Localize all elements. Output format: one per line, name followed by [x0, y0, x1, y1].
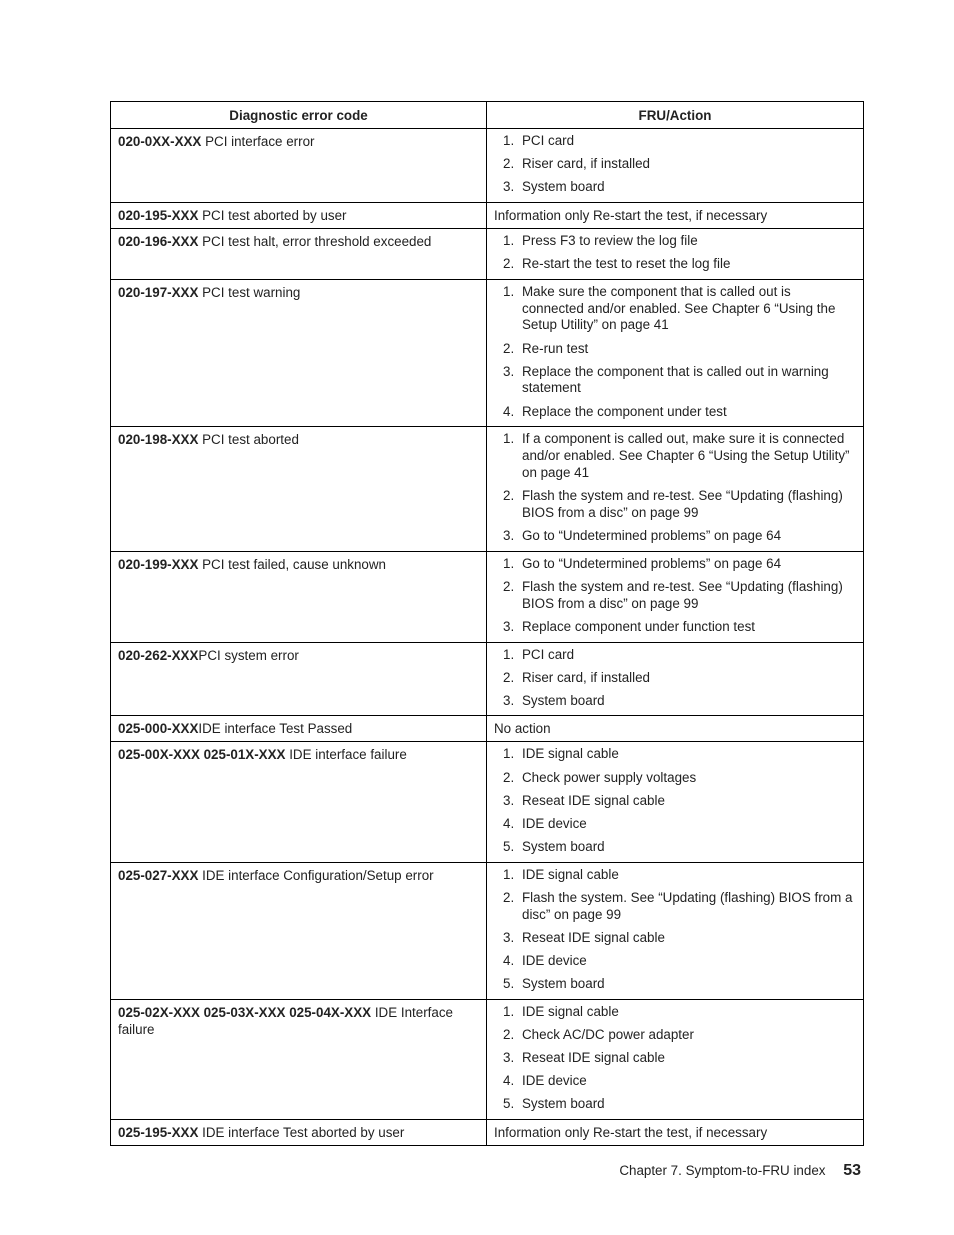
error-code: 020-197-XXX: [118, 284, 199, 300]
action-number: 2.: [503, 889, 515, 905]
action-item: [494, 839, 856, 856]
fru-action-cell: [487, 1119, 864, 1145]
action-item: [494, 364, 856, 398]
action-text: If a component is called out, make sure it is connected and/or enabled. See Chapter 6 “Using the Setup Utility” on page 41: [522, 431, 850, 480]
table-row: [111, 279, 864, 426]
error-code-cell: [111, 642, 487, 716]
table-header: [111, 102, 864, 129]
action-text: IDE signal cable: [522, 1003, 619, 1019]
error-description: PCI test aborted by user: [198, 207, 347, 223]
page-number: 53: [843, 1162, 861, 1179]
error-description: PCI test aborted: [198, 432, 299, 448]
action-number: 2.: [503, 769, 515, 785]
table-body: [111, 129, 864, 1146]
table-row: [111, 228, 864, 279]
error-code-cell: [111, 716, 487, 742]
error-code: 020-198-XXX: [118, 432, 199, 448]
action-text: IDE signal cable: [522, 746, 619, 762]
action-item: [494, 619, 856, 636]
action-text: IDE device: [522, 1072, 587, 1088]
action-number: 2.: [503, 256, 515, 272]
action-item: [494, 528, 856, 545]
action-text: IDE device: [522, 952, 587, 968]
action-list: [494, 133, 856, 196]
action-text: Re-run test: [522, 340, 589, 356]
error-code: 020-195-XXX: [118, 207, 199, 223]
action-text: Make sure the component that is called out is connected and/or enabled. See Chapter 6 “Using the Setup Utility” on page 41: [522, 283, 836, 333]
action-item: [494, 1096, 856, 1113]
action-number: 1.: [503, 283, 515, 299]
fru-action-cell: [487, 279, 864, 426]
action-list: [494, 746, 856, 855]
action-item: [494, 930, 856, 947]
action-text: Riser card, if installed: [522, 156, 651, 172]
action-text: Check power supply voltages: [522, 769, 697, 785]
action-text: Replace the component under test: [522, 403, 727, 419]
action-text: Information only Re-start the test, if necessary: [494, 207, 768, 223]
table-row: [111, 642, 864, 716]
error-description: IDE Interface failure: [118, 1004, 453, 1037]
error-code-cell: [111, 228, 487, 279]
action-number: 3.: [503, 527, 515, 543]
error-description: PCI test warning: [198, 284, 301, 300]
action-text: Reseat IDE signal cable: [522, 792, 665, 808]
action-number: 4.: [503, 815, 515, 831]
error-description: IDE interface Test Passed: [198, 721, 353, 737]
action-text: Reseat IDE signal cable: [522, 929, 665, 945]
action-text: PCI card: [522, 133, 575, 148]
action-list: [494, 556, 856, 636]
action-item: [494, 341, 856, 358]
action-item: [494, 431, 856, 481]
action-number: 2.: [503, 340, 515, 356]
action-item: [494, 1073, 856, 1090]
error-code-cell: [111, 551, 487, 642]
action-number: 1.: [503, 555, 515, 571]
error-code: 020-199-XXX: [118, 556, 199, 572]
action-text: Riser card, if installed: [522, 669, 651, 685]
error-code-cell: [111, 427, 487, 551]
fru-action-cell: [487, 642, 864, 716]
action-text: Flash the system and re-test. See “Updating (flashing) BIOS from a disc” on page 99: [522, 488, 843, 520]
action-list: [494, 284, 856, 420]
action-item: [494, 890, 856, 924]
action-number: 2.: [503, 156, 515, 172]
action-number: 2.: [503, 1026, 515, 1042]
action-list: [494, 867, 856, 993]
table-row: [111, 999, 864, 1119]
error-code: 025-00X-XXX 025-01X-XXX: [118, 747, 286, 763]
action-text: Go to “Undetermined problems” on page 64: [522, 527, 782, 543]
action-text: Check AC/DC power adapter: [522, 1026, 694, 1042]
action-list: [494, 647, 856, 710]
error-description: PCI test halt, error threshold exceeded: [198, 233, 432, 249]
fru-action-cell: [487, 202, 864, 228]
error-description: PCI interface error: [201, 134, 315, 149]
action-number: 5.: [503, 1096, 515, 1111]
error-code-cell: [111, 279, 487, 426]
error-description: IDE interface failure: [285, 747, 407, 763]
table-row: [111, 862, 864, 999]
action-item: [494, 256, 856, 273]
error-code-cell: [111, 129, 487, 203]
table-row: [111, 129, 864, 203]
table-row: [111, 551, 864, 642]
action-item: [494, 133, 856, 150]
fru-action-cell: [487, 716, 864, 742]
action-number: 3.: [503, 179, 515, 195]
action-list: [494, 233, 856, 273]
fru-action-cell: [487, 862, 864, 999]
action-number: 1.: [503, 866, 515, 882]
action-item: [494, 233, 856, 250]
action-text: No action: [494, 721, 551, 737]
action-text: IDE signal cable: [522, 866, 619, 882]
action-number: 3.: [503, 1049, 515, 1065]
action-item: [494, 867, 856, 884]
action-text: Reseat IDE signal cable: [522, 1049, 665, 1065]
action-number: 4.: [503, 952, 515, 968]
error-code-cell: [111, 862, 487, 999]
action-item: [494, 1027, 856, 1044]
action-item: [494, 488, 856, 522]
error-description: IDE interface Configuration/Setup error: [198, 867, 434, 883]
action-list: [494, 1004, 856, 1113]
fru-action-cell: [487, 742, 864, 862]
error-description: PCI test failed, cause unknown: [198, 556, 386, 572]
action-number: 2.: [503, 578, 515, 594]
action-text: Flash the system and re-test. See “Updating (flashing) BIOS from a disc” on page 99: [522, 578, 843, 611]
header-fru-action: FRU/Action: [487, 102, 864, 129]
error-code: 020-196-XXX: [118, 233, 199, 249]
action-item: [494, 793, 856, 810]
error-description: IDE interface Test aborted by user: [198, 1124, 405, 1140]
action-item: [494, 284, 856, 334]
action-number: 3.: [503, 929, 515, 945]
action-number: 2.: [503, 669, 515, 685]
action-number: 1.: [503, 232, 515, 248]
error-description: PCI system error: [198, 647, 299, 663]
chapter-title: Chapter 7. Symptom-to-FRU index: [619, 1163, 826, 1178]
action-text: System board: [522, 838, 605, 854]
error-code: 025-02X-XXX 025-03X-XXX 025-04X-XXX: [118, 1004, 372, 1020]
action-item: [494, 816, 856, 833]
action-text: System board: [522, 692, 605, 708]
action-text: Replace the component that is called out in warning statement: [522, 363, 829, 396]
error-code: 025-195-XXX: [118, 1124, 199, 1140]
action-number: 5.: [503, 838, 515, 854]
fru-action-cell: [487, 228, 864, 279]
action-item: [494, 1004, 856, 1021]
action-item: [494, 770, 856, 787]
action-item: [494, 670, 856, 687]
action-number: 1.: [503, 646, 515, 662]
fru-action-cell: [487, 427, 864, 551]
action-number: 1.: [503, 746, 515, 762]
action-number: 4.: [503, 403, 515, 419]
header-row: [111, 102, 864, 129]
action-number: 1.: [503, 431, 515, 447]
error-code: 020-0XX-XXX: [118, 134, 202, 149]
action-item: [494, 179, 856, 196]
action-text: System board: [522, 179, 605, 195]
action-number: 3.: [503, 692, 515, 708]
action-item: [494, 156, 856, 173]
action-item: [494, 746, 856, 763]
action-item: [494, 1050, 856, 1067]
action-text: Replace component under function test: [522, 618, 755, 634]
action-number: 4.: [503, 1072, 515, 1088]
action-text: System board: [522, 975, 605, 991]
action-text: PCI card: [522, 646, 575, 662]
page-footer: [619, 1162, 861, 1180]
fru-action-cell: [487, 129, 864, 203]
action-list: [494, 431, 856, 544]
action-text: Go to “Undetermined problems” on page 64: [522, 555, 782, 571]
table-row: [111, 742, 864, 862]
table-row: [111, 202, 864, 228]
action-number: 1.: [503, 133, 515, 148]
action-text: Re-start the test to reset the log file: [522, 256, 731, 272]
action-item: [494, 976, 856, 993]
action-number: 1.: [503, 1003, 515, 1019]
action-text: Information only Re-start the test, if necessary: [494, 1124, 768, 1140]
error-code: 025-000-XXX: [118, 721, 199, 737]
fru-action-cell: [487, 999, 864, 1119]
table-row: [111, 716, 864, 742]
header-diagnostic-code: Diagnostic error code: [111, 102, 487, 129]
action-text: System board: [522, 1096, 605, 1111]
table-row: [111, 1119, 864, 1145]
error-code: 020-262-XXX: [118, 647, 199, 663]
action-number: 3.: [503, 792, 515, 808]
action-item: [494, 579, 856, 613]
action-number: 3.: [503, 618, 515, 634]
action-text: IDE device: [522, 815, 587, 831]
fru-table: [110, 101, 864, 1146]
error-code: 025-027-XXX: [118, 867, 199, 883]
error-code-cell: [111, 202, 487, 228]
action-item: [494, 693, 856, 710]
error-code-cell: [111, 1119, 487, 1145]
action-text: Flash the system. See “Updating (flashing) BIOS from a disc” on page 99: [522, 889, 853, 922]
table-row: [111, 427, 864, 551]
action-item: [494, 556, 856, 573]
fru-action-cell: [487, 551, 864, 642]
action-number: 5.: [503, 975, 515, 991]
action-item: [494, 647, 856, 664]
action-item: [494, 953, 856, 970]
action-text: Press F3 to review the log file: [522, 232, 698, 248]
error-code-cell: [111, 742, 487, 862]
action-number: 2.: [503, 488, 515, 504]
action-number: 3.: [503, 363, 515, 379]
action-item: [494, 404, 856, 421]
error-code-cell: [111, 999, 487, 1119]
